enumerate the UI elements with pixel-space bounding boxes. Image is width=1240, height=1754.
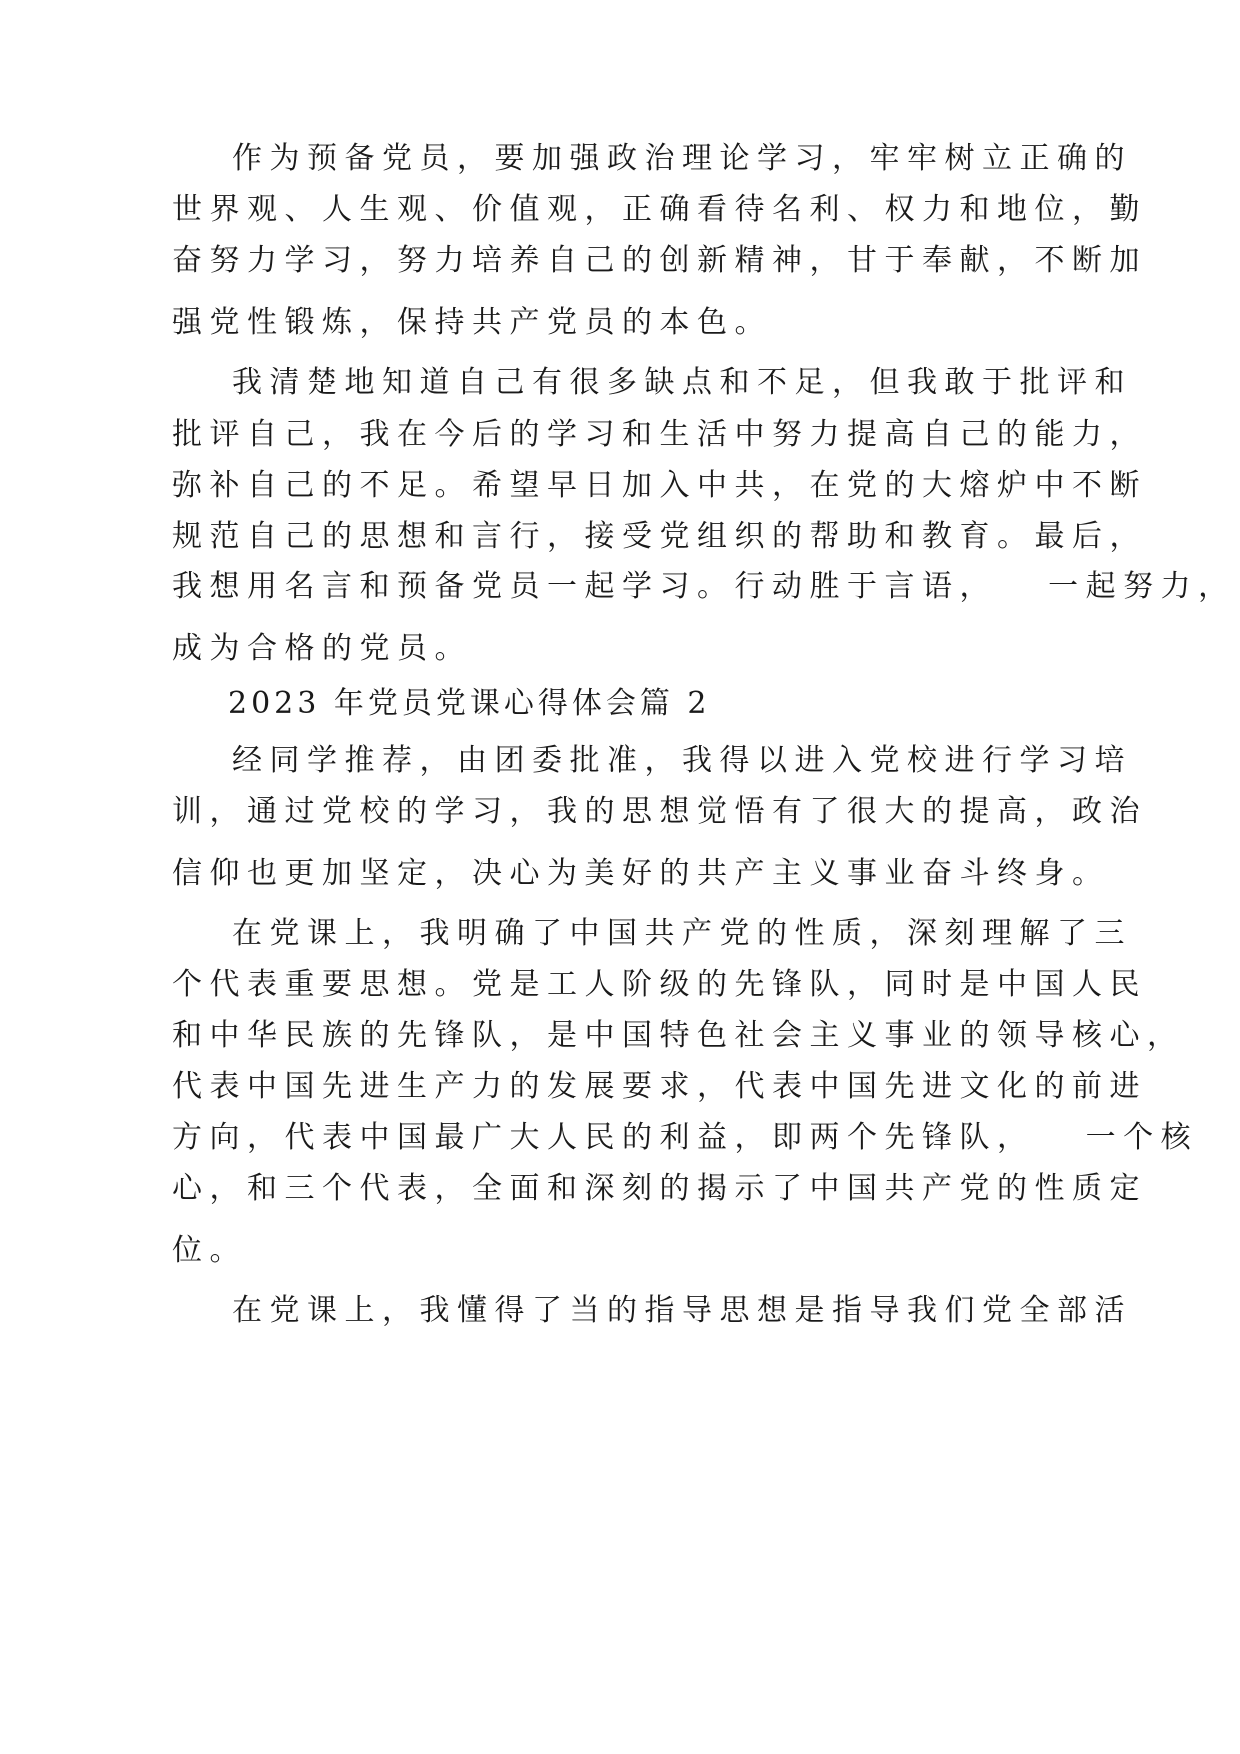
text-line: 在党课上，我明确了中国共产党的性质，深刻理解了三 (232, 916, 1132, 951)
text-line: 我想用名言和预备党员一起学习。行动胜于言语， 一起努力， (172, 569, 1236, 604)
section-heading: 2023 年党员党课心得体会篇 2 (228, 686, 711, 721)
text-line: 奋努力学习，努力培养自己的创新精神，甘于奉献，不断加 (172, 243, 1147, 278)
text-line: 方向，代表中国最广大人民的利益，即两个先锋队， 一个核 (172, 1120, 1199, 1155)
text-line: 规范自己的思想和言行，接受党组织的帮助和教育。最后， (172, 519, 1147, 554)
text-line: 信仰也更加坚定，决心为美好的共产主义事业奋斗终身。 (172, 856, 1110, 891)
text-line: 位。 (172, 1233, 247, 1268)
text-line: 在党课上，我懂得了当的指导思想是指导我们党全部活 (232, 1293, 1132, 1328)
text-line: 作为预备党员，要加强政治理论学习，牢牢树立正确的 (232, 141, 1132, 176)
text-line: 经同学推荐，由团委批准，我得以进入党校进行学习培 (232, 743, 1132, 778)
text-line: 弥补自己的不足。希望早日加入中共，在党的大熔炉中不断 (172, 468, 1147, 503)
text-line: 我清楚地知道自己有很多缺点和不足，但我敢于批评和 (232, 365, 1132, 400)
text-line: 强党性锻炼，保持共产党员的本色。 (172, 305, 772, 340)
text-line: 代表中国先进生产力的发展要求，代表中国先进文化的前进 (172, 1069, 1147, 1104)
text-line: 和中华民族的先锋队，是中国特色社会主义事业的领导核心， (172, 1018, 1185, 1053)
text-line: 成为合格的党员。 (172, 631, 472, 666)
text-line: 训，通过党校的学习，我的思想觉悟有了很大的提高，政治 (172, 794, 1147, 829)
text-line: 世界观、人生观、价值观，正确看待名利、权力和地位，勤 (172, 192, 1147, 227)
text-line: 个代表重要思想。党是工人阶级的先锋队，同时是中国人民 (172, 967, 1147, 1002)
text-line: 批评自己，我在今后的学习和生活中努力提高自己的能力， (172, 417, 1147, 452)
text-line: 心，和三个代表，全面和深刻的揭示了中国共产党的性质定 (172, 1171, 1147, 1206)
